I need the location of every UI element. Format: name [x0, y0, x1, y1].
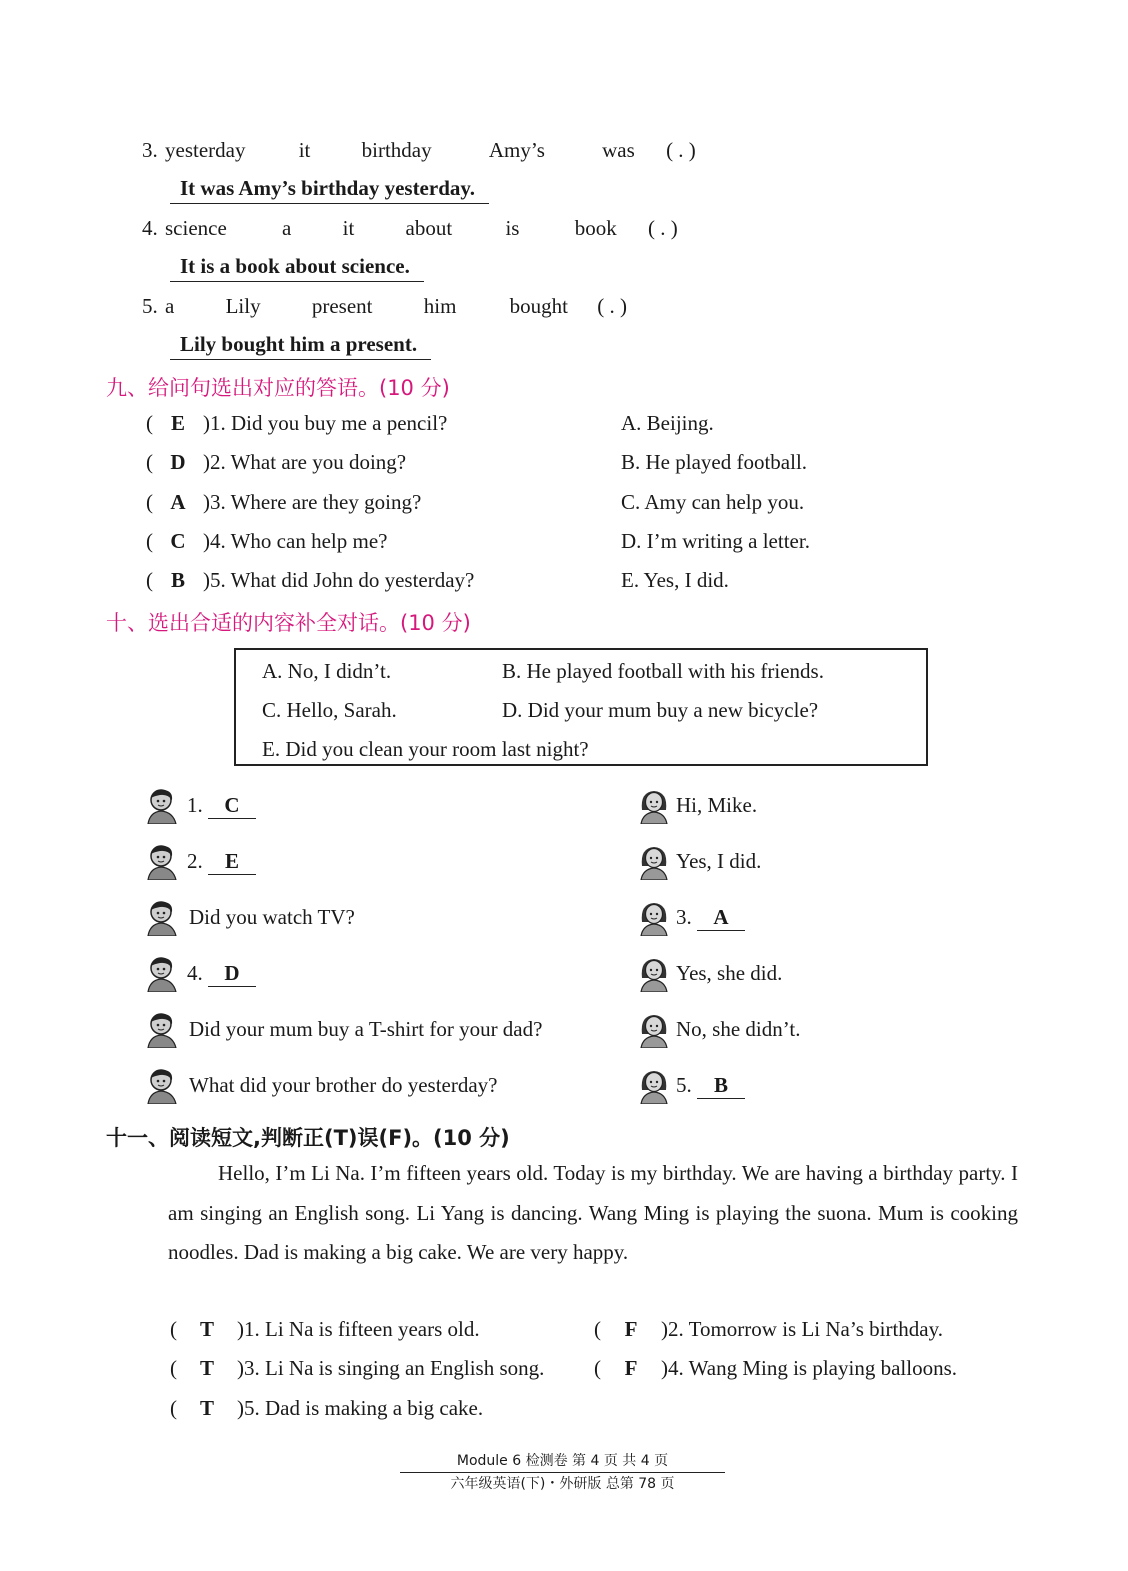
statement-text: )3. Li Na is singing an English song.: [237, 1356, 545, 1380]
question-row: ( B )5. What did John do yesterday?: [146, 568, 475, 592]
statement-row: ( T )5. Dad is making a big cake.: [170, 1396, 484, 1420]
item-number: 3.: [142, 138, 158, 162]
question-row: ( E )1. Did you buy me a pencil?: [146, 411, 448, 435]
box-option-c: C. Hello, Sarah.: [262, 698, 397, 722]
statement-row: ( F )2. Tomorrow is Li Na’s birthday.: [594, 1317, 943, 1341]
boy-avatar-icon: [146, 900, 178, 936]
section-10-heading: 十、选出合适的内容补全对话。(10 分): [106, 611, 471, 635]
word: present: [311, 294, 373, 318]
item-3-answer: [170, 176, 489, 204]
dialogue-right-1: Hi, Mike.: [676, 793, 758, 817]
section-11-heading: 十一、阅读短文,判断正(T)误(F)。(10 分): [106, 1126, 510, 1150]
option-a: A. Beijing.: [621, 411, 714, 435]
word: Lily: [225, 294, 261, 318]
answer-letter: E: [170, 411, 185, 435]
answer-letter: F: [624, 1356, 638, 1380]
answer-letter: T: [199, 1356, 214, 1380]
blank-number: 1.: [187, 793, 203, 817]
question-text: )2. What are you doing?: [203, 450, 407, 474]
item-5-answer: [170, 332, 431, 360]
question-row: ( D )2. What are you doing?: [146, 450, 407, 474]
blank-number: 3.: [676, 905, 692, 929]
answer-line: It was Amy’s birthday yesterday.: [170, 176, 489, 204]
option-e: E. Yes, I did.: [621, 568, 729, 592]
dialogue-right-5: No, she didn’t.: [676, 1017, 801, 1041]
answer-blank: A: [697, 905, 745, 931]
reading-passage: Hello, I’m Li Na. I’m fifteen years old. Today is my birthday. We are having a birthday party. I am singing an English song. Li Yang is dancing. Wang Ming is playing the suona. Mum is cooking noodles. Dad is making a big cake. We are very happy.: [168, 1161, 1018, 1264]
item-number: 5.: [142, 294, 158, 318]
boy-avatar-icon: [146, 1068, 178, 1104]
dialogue-left-4: [187, 961, 256, 987]
statement-text: )5. Dad is making a big cake.: [237, 1396, 484, 1420]
box-option-a: A. No, I didn’t.: [262, 659, 392, 683]
blank-number: 2.: [187, 849, 203, 873]
word: birthday: [361, 138, 432, 162]
dialogue-right-4: Yes, she did.: [676, 961, 783, 985]
statement-text: )1. Li Na is fifteen years old.: [237, 1317, 480, 1341]
answer-letter: D: [170, 450, 186, 474]
dialogue-right-2: Yes, I did.: [676, 849, 762, 873]
blank-number: 4.: [187, 961, 203, 985]
box-option-e: E. Did you clean your room last night?: [262, 737, 589, 761]
footer-line-2: 六年级英语(下)・外研版 总第 78 页: [450, 1476, 675, 1492]
section-9-heading: 九、给问句选出对应的答语。(10 分): [106, 376, 450, 400]
statement-text: )4. Wang Ming is playing balloons.: [661, 1356, 957, 1380]
answer-letter: A: [170, 490, 186, 514]
statement-row: ( T )3. Li Na is singing an English song.: [170, 1356, 545, 1380]
answer-letter: F: [624, 1317, 638, 1341]
boy-avatar-icon: [146, 788, 178, 824]
word: bought: [509, 294, 568, 318]
word: ( . ): [666, 138, 696, 162]
question-text: )5. What did John do yesterday?: [203, 568, 475, 592]
item-5-words: [142, 294, 627, 319]
statement-text: )2. Tomorrow is Li Na’s birthday.: [661, 1317, 943, 1341]
answer-letter: T: [199, 1396, 214, 1420]
option-b: B. He played football.: [621, 450, 808, 474]
word: Amy’s: [488, 138, 545, 162]
blank-number: 5.: [676, 1073, 692, 1097]
girl-avatar-icon: [638, 788, 670, 824]
word: it: [298, 138, 311, 162]
dialogue-left-6: What did your brother do yesterday?: [189, 1073, 498, 1097]
word: about: [405, 216, 453, 240]
word: a: [282, 216, 292, 240]
question-row: ( C )4. Who can help me?: [146, 529, 388, 553]
boy-avatar-icon: [146, 1012, 178, 1048]
answer-blank: D: [208, 961, 256, 987]
boy-avatar-icon: [146, 956, 178, 992]
word: yesterday: [165, 138, 246, 162]
statement-row: ( T )1. Li Na is fifteen years old.: [170, 1317, 480, 1341]
question-row: ( A )3. Where are they going?: [146, 490, 422, 514]
girl-avatar-icon: [638, 844, 670, 880]
dialogue-right-3: [676, 905, 745, 931]
statement-row: ( F )4. Wang Ming is playing balloons.: [594, 1356, 957, 1380]
dialogue-left-1: [187, 793, 256, 819]
item-number: 4.: [142, 216, 158, 240]
answer-line: Lily bought him a present.: [170, 332, 431, 360]
dialogue-right-6: [676, 1073, 745, 1099]
question-text: )3. Where are they going?: [203, 490, 422, 514]
word: book: [574, 216, 617, 240]
item-4-words: [142, 216, 678, 241]
dialogue-left-3: Did you watch TV?: [189, 905, 355, 929]
word: a: [165, 294, 175, 318]
item-4-answer: [170, 254, 424, 282]
word: ( . ): [597, 294, 627, 318]
word: was: [602, 138, 635, 162]
word: is: [505, 216, 520, 240]
girl-avatar-icon: [638, 1068, 670, 1104]
question-text: )1. Did you buy me a pencil?: [203, 411, 448, 435]
question-text: )4. Who can help me?: [203, 529, 388, 553]
boy-avatar-icon: [146, 844, 178, 880]
answer-blank: C: [208, 793, 256, 819]
option-d: D. I’m writing a letter.: [621, 529, 810, 553]
girl-avatar-icon: [638, 900, 670, 936]
word: him: [423, 294, 457, 318]
answer-line: It is a book about science.: [170, 254, 424, 282]
answer-letter: T: [199, 1317, 214, 1341]
word: ( . ): [647, 216, 678, 240]
word: science: [165, 216, 227, 240]
dialogue-left-5: Did your mum buy a T-shirt for your dad?: [189, 1017, 543, 1041]
word: it: [342, 216, 355, 240]
box-option-b: B. He played football with his friends.: [502, 659, 824, 683]
answer-letter: C: [170, 529, 186, 553]
dialogue-left-2: [187, 849, 256, 875]
girl-avatar-icon: [638, 1012, 670, 1048]
answer-blank: B: [697, 1073, 745, 1099]
answer-blank: E: [208, 849, 256, 875]
girl-avatar-icon: [638, 956, 670, 992]
option-c: C. Amy can help you.: [621, 490, 805, 514]
option-box: [234, 648, 928, 766]
answer-letter: B: [170, 568, 185, 592]
footer-line-1: Module 6 检测卷 第 4 页 共 4 页: [400, 1450, 725, 1473]
box-option-d: D. Did your mum buy a new bicycle?: [502, 698, 819, 722]
item-3-words: [142, 138, 696, 163]
